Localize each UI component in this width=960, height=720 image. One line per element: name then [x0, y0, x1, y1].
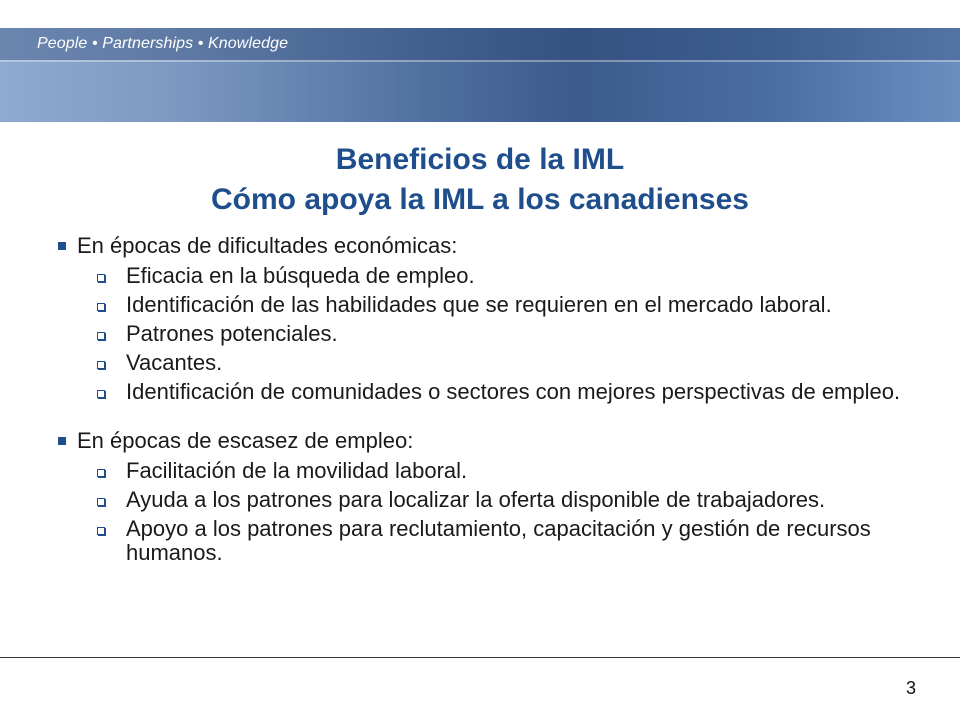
list-item	[55, 264, 915, 288]
list-item-text: Identificación de comunidades o sectores con mejores perspectivas de empleo.	[126, 379, 901, 404]
list-item-text: Apoyo a los patrones para reclutamiento, capacitación y gestión de recursos humanos.	[126, 516, 871, 565]
hollow-square-bullet-icon	[97, 390, 105, 398]
hollow-square-bullet-icon	[97, 469, 105, 477]
tagline: People • Partnerships • Knowledge	[37, 35, 289, 52]
banner-divider	[0, 60, 960, 62]
section-heading-text: En épocas de escasez de empleo:	[77, 428, 414, 453]
list-item	[55, 351, 915, 375]
square-bullet-icon	[58, 437, 66, 445]
section-spacer	[55, 404, 915, 428]
section-heading-2	[55, 428, 915, 454]
list-item	[55, 380, 915, 404]
section-heading-1	[55, 233, 915, 259]
list-item-text: Vacantes.	[126, 350, 223, 375]
list-item-text: Patrones potenciales.	[126, 321, 338, 346]
title-line-2: Cómo apoya la IML a los canadienses	[211, 183, 749, 216]
hollow-square-bullet-icon	[97, 303, 105, 311]
list-item-text: Eficacia en la búsqueda de empleo.	[126, 263, 475, 288]
title-line-1: Beneficios de la IML	[335, 143, 625, 176]
hollow-square-bullet-icon	[97, 527, 105, 535]
page-number: 3	[905, 678, 916, 698]
hollow-square-bullet-icon	[97, 498, 105, 506]
list-item-text: Identificación de las habilidades que se requieren en el mercado laboral.	[126, 292, 832, 317]
list-item-text: Facilitación de la movilidad laboral.	[126, 458, 468, 483]
square-bullet-icon	[58, 242, 66, 250]
slide-title	[0, 140, 960, 220]
section-heading-text: En épocas de dificultades económicas:	[77, 233, 458, 258]
hollow-square-bullet-icon	[97, 361, 105, 369]
list-item-text: Ayuda a los patrones para localizar la oferta disponible de trabajadores.	[126, 487, 826, 512]
slide-content	[55, 233, 915, 565]
hollow-square-bullet-icon	[97, 274, 105, 282]
list-item	[55, 322, 915, 346]
hollow-square-bullet-icon	[97, 332, 105, 340]
list-item	[55, 459, 915, 483]
footer-divider	[0, 657, 960, 658]
list-item	[55, 517, 915, 565]
list-item	[55, 293, 915, 317]
list-item	[55, 488, 915, 512]
